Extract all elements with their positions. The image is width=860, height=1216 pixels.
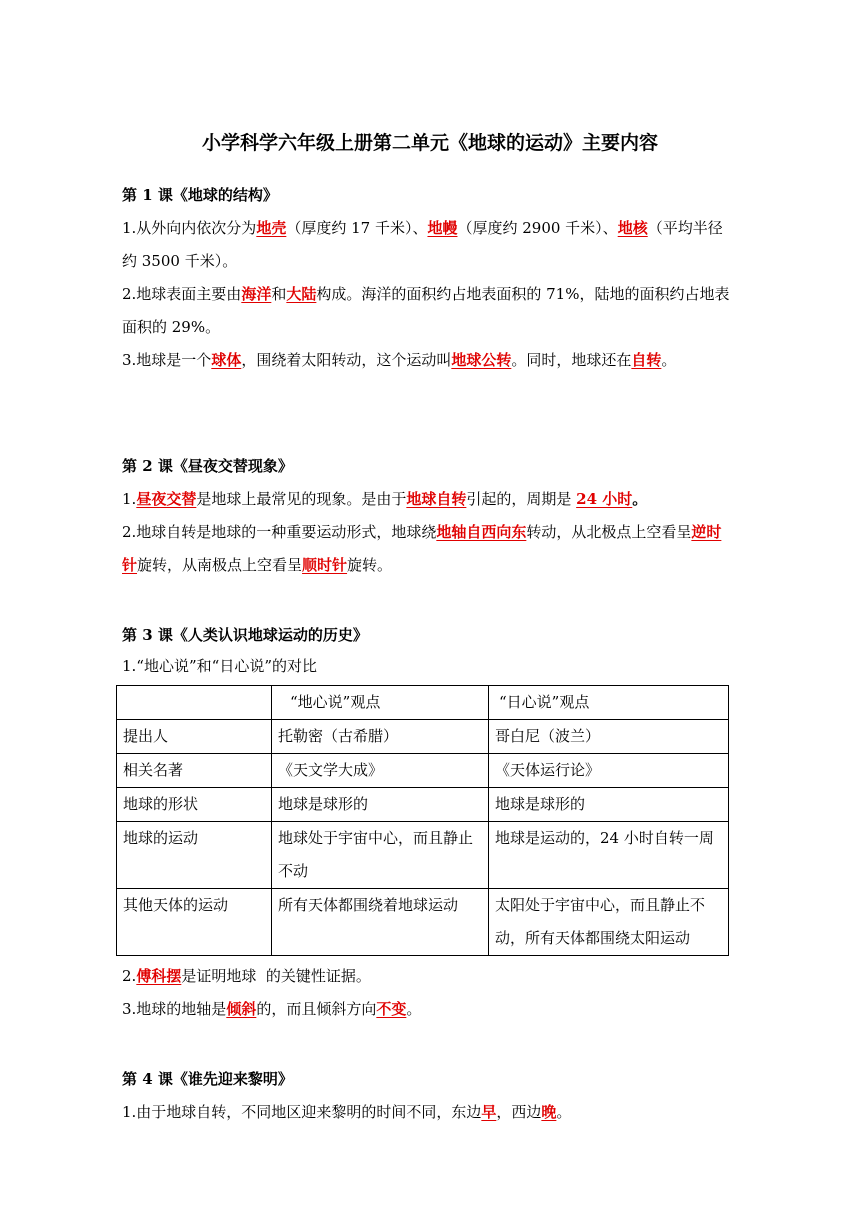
highlight-term: 球体 [211, 351, 242, 369]
highlight-term: 晚 [541, 1103, 557, 1121]
lesson-1-section [122, 180, 734, 377]
highlight-term: 地核 [617, 219, 648, 237]
table-cell: 地球是球形的 [489, 788, 729, 822]
table-cell: 其他天体的运动 [117, 889, 272, 956]
lesson-2-point-2: 2.地球自转是地球的一种重要运动形式，地球绕地轴自西向东转动，从北极点上空看呈逆时针旋转，从南极点上空看呈顺时针旋转。 [122, 523, 722, 574]
highlight-term: 傅科摆 [136, 967, 182, 985]
lesson-4-point-1: 1.由于地球自转，不同地区迎来黎明的时间不同，东边早，西边晚。 [122, 1103, 572, 1121]
table-cell: 地球的运动 [117, 822, 272, 889]
table-row [117, 754, 729, 788]
highlight-term: 不变 [376, 1000, 407, 1018]
highlight-term: 自转 [631, 351, 662, 369]
table-row [117, 720, 729, 754]
lesson-4-heading: 第 4 课《谁先迎来黎明》 [122, 1070, 293, 1088]
highlight-term: 顺时针 [302, 556, 348, 574]
comparison-table [116, 685, 729, 956]
highlight-term: 地壳 [256, 219, 287, 237]
table-cell [117, 686, 272, 720]
lesson-2-section [122, 451, 734, 582]
document-title: 小学科学六年级上册第二单元《地球的运动》主要内容 [201, 132, 658, 154]
highlight-term: 地球自转 [406, 490, 467, 508]
table-row [117, 822, 729, 889]
highlight-term: 地幔 [427, 219, 458, 237]
lesson-4-section [122, 1064, 734, 1129]
lesson-2-point-1: 1.昼夜交替是地球上最常见的现象。是由于地球自转引起的，周期是 24 小时。 [122, 490, 648, 508]
table-cell: 相关名著 [117, 754, 272, 788]
table-cell: 《天文学大成》 [272, 754, 489, 788]
lesson-1-point-2: 2.地球表面主要由海洋和大陆构成。海洋的面积约占地表面积的 71%，陆地的面积约占地表面积的 29%。 [122, 285, 730, 336]
highlight-term: 逆时针 [122, 523, 722, 574]
lesson-1-point-1: 1.从外向内依次分为地壳（厚度约 17 千米）、地幔（厚度约 2900 千米）、地核（平均半径约 3500 千米）。 [122, 219, 723, 270]
table-cell: 太阳处于宇宙中心，而且静止不动，所有天体都围绕太阳运动 [489, 889, 729, 956]
lesson-3-point-1: 1.“地心说”和“日心说”的对比 [122, 657, 317, 675]
table-cell: 地球处于宇宙中心，而且静止不动 [272, 822, 489, 889]
highlight-term: 地球公转 [451, 351, 512, 369]
table-cell: 哥白尼（波兰） [489, 720, 729, 754]
lesson-1-point-3: 3.地球是一个球体，围绕着太阳转动，这个运动叫地球公转。同时，地球还在自转。 [122, 351, 677, 369]
lesson-3-heading: 第 3 课《人类认识地球运动的历史》 [122, 626, 368, 644]
table-cell: “日心说”观点 [489, 686, 729, 720]
lesson-2-heading: 第 2 课《昼夜交替现象》 [122, 457, 293, 475]
lesson-3-point-3: 3.地球的地轴是倾斜的，而且倾斜方向不变。 [122, 1000, 422, 1018]
table-row [117, 889, 729, 956]
highlight-term: 地轴自西向东 [436, 523, 527, 541]
highlight-term: 大陆 [286, 285, 317, 303]
table-cell: 地球是球形的 [272, 788, 489, 822]
table-row [117, 788, 729, 822]
lesson-1-heading: 第 1 课《地球的结构》 [122, 186, 278, 204]
table-cell: 所有天体都围绕着地球运动 [272, 889, 489, 956]
table-cell: 地球是运动的，24 小时自转一周 [489, 822, 729, 889]
table-cell: 提出人 [117, 720, 272, 754]
highlight-term: 24 小时 [576, 490, 633, 508]
highlight-term: 倾斜 [226, 1000, 257, 1018]
highlight-term: 海洋 [241, 285, 272, 303]
table-header-row [117, 686, 729, 720]
highlight-term: 昼夜交替 [136, 490, 197, 508]
table-cell: 地球的形状 [117, 788, 272, 822]
table-cell: 托勒密（古希腊） [272, 720, 489, 754]
table-cell: 《天体运行论》 [489, 754, 729, 788]
lesson-3-section [122, 620, 734, 682]
lesson-3-continued [122, 960, 734, 1026]
lesson-3-point-2: 2.傅科摆是证明地球 的关键性证据。 [122, 967, 371, 985]
highlight-term: 早 [481, 1103, 497, 1121]
table-cell: “地心说”观点 [272, 686, 489, 720]
